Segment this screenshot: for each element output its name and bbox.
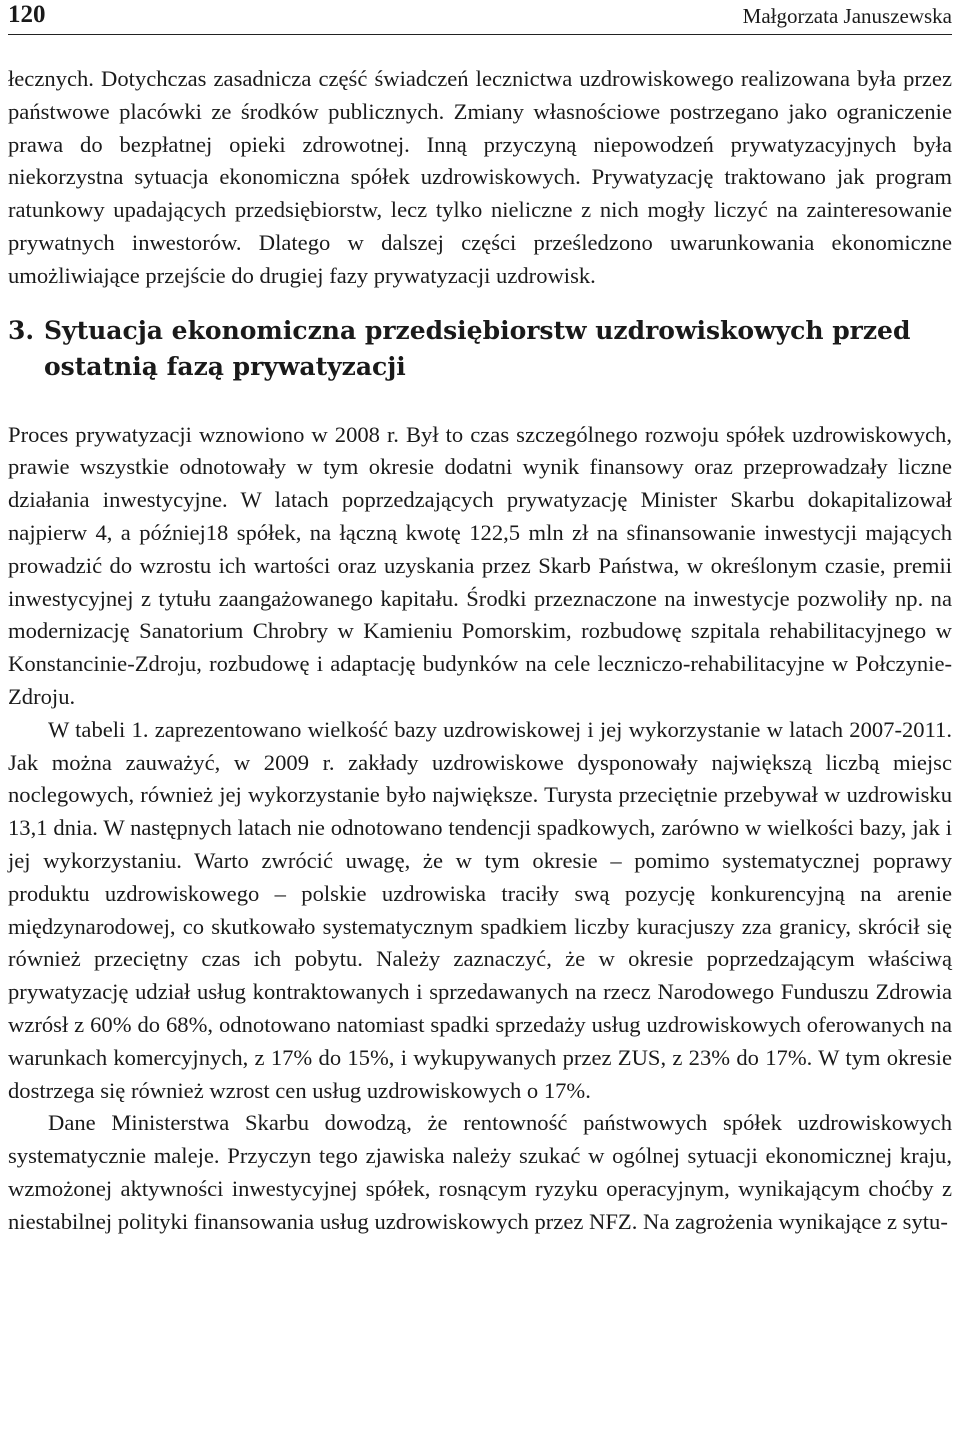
paragraph-continuation: łecznych. Dotychczas zasadnicza część świadczeń lecznictwa uzdrowiskowego realizowana była przez państwowe placówki ze środków publicznych. Zmiany własnościowe postrzegano jako ograniczenie prawa do bezpłatnej opieki zdrowotnej. Inną przyczyną niepowodzeń prywatyzacyjnych była niekorzystna sytuacja ekonomiczna spółek uzdrowiskowych. Prywatyzację traktowano jak program ratunkowy upadających przedsiębiorstw, lecz tylko nieliczne z nich mogły liczyć na zainteresowanie prywatnych inwestorów. Dlatego w dalszej części prześledzono uwarunkowania ekonomiczne umożliwiające przejście do drugiej fazy prywatyzacji uzdrowisk. xyxy=(8,66,952,288)
paragraph-table-discussion: W tabeli 1. zaprezentowano wielkość bazy uzdrowiskowej i jej wykorzystanie w latach 2007-2011. Jak można zauważyć, w 2009 r. zakłady uzdrowiskowe dysponowały największą liczbą miejsc noclegowych, również jej wykorzystanie było największe. Turysta przeciętnie przebywał w uzdrowisku 13,1 dnia. W następnych latach nie odnotowano tendencji spadkowych, zarówno w wielkości bazy, jak i jej wykorzystaniu. Warto zwrócić uwagę, że w tym okresie – pomimo systematycznej poprawy produktu uzdrowiskowego – polskie uzdrowiska traciły swą pozycję konkurencyjną na arenie międzynarodowej, co skutkowało systematycznym spadkiem liczby kuracjuszy zza granicy, skrócił się również przeciętny czas ich pobytu. Należy zaznaczyć, że w okresie poprzedzającym właściwą prywatyzację udział usług kontraktowanych i sprzedawanych na rzecz Narodowego Funduszu Zdrowia wzrósł z 60% do 68%, odnotowano natomiast spadki sprzedaży usług uzdrowiskowych oferowanych na warunkach komercyjnych, z 17% do 15%, i wykupywanych przez ZUS, z 23% do 17%. W tym okresie dostrzega się również wzrost cen usług uzdrowiskowych o 17%. xyxy=(8,716,952,1103)
document-page xyxy=(8,0,952,1239)
paragraph-profitability: Dane Ministerstwa Skarbu dowodzą, że rentowność państwowych spółek uzdrowiskowych systematycznie maleje. Przyczyn tego zjawiska należy szukać w ogólnej sytuacji ekonomicznej kraju, wzmożonej aktywności inwestycyjnej spółek, rosnącym ryzyku operacyjnym, wynikającym choćby z niestabilnej polityki finansowania usług uzdrowiskowych przez NFZ. Na zagrożenia wynikające z sytu- xyxy=(8,1110,952,1234)
section-title: Sytuacja ekonomiczna przedsiębiorstw uzdrowiskowych przed ostatnią fazą prywatyzacji xyxy=(44,315,911,381)
author-name: Małgorzata Januszewska xyxy=(742,4,952,28)
section-number: 3. xyxy=(8,315,35,345)
running-header xyxy=(8,0,952,35)
page-number: 120 xyxy=(8,1,46,28)
section-heading xyxy=(8,313,952,385)
paragraph-privatization-resumed: Proces prywatyzacji wznowiono w 2008 r. Był to czas szczególnego rozwoju spółek uzdrowiskowych, prawie wszystkie odnotowały w tym okresie dodatni wynik finansowy oraz przeprowadzały liczne działania inwestycyjne. W latach poprzedzających prywatyzację Minister Skarbu dokapitalizował najpierw 4, a później18 spółek, na łączną kwotę 122,5 mln zł na sfinansowanie inwestycji mających prowadzić do wzrostu ich wartości oraz uzyskania przez Skarb Państwa, w określonym czasie, premii inwestycyjnej z tytułu zaangażowanego kapitału. Środki przeznaczone na inwestycje pozwoliły np. na modernizację Sanatorium Chrobry w Kamieniu Pomorskim, rozbudowę szpitala rehabilitacyjnego w Konstancinie-Zdroju, rozbudowę i adaptację budynków na cele leczniczo-rehabilitacyjne w Połczynie-Zdroju. xyxy=(8,421,952,709)
